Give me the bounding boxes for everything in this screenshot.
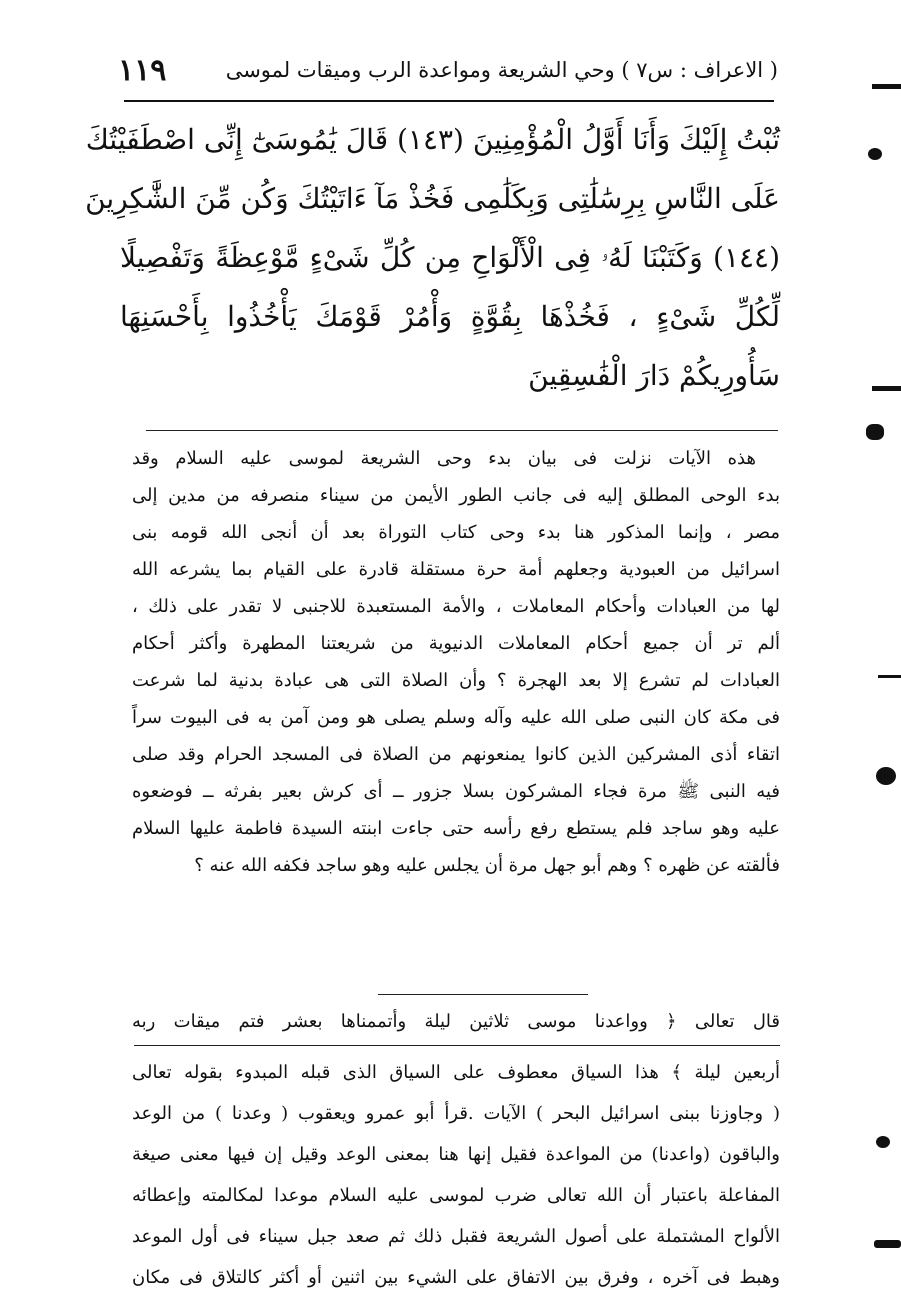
scan-artifact bbox=[868, 148, 882, 160]
commentary-line: لها من العبادات وأحكام المعاملات ، والأمة المستعبدة للاجنبى لا تقدر على ذلك ، bbox=[132, 596, 780, 617]
verses-separator-rule bbox=[146, 430, 778, 431]
scan-artifact bbox=[872, 84, 901, 89]
scan-artifact bbox=[878, 675, 901, 678]
commentary-line: بدء الوحى المطلق إليه فى جانب الطور الأيمن من سيناء منصرفه من مدين إلى bbox=[132, 485, 780, 506]
verse-line: لِّكُلِّ شَىْءٍ ، فَخُذْهَا بِقُوَّةٍ وَأْمُرْ قَوْمَكَ يَأْخُذُوا بِأَحْسَنِهَا bbox=[120, 300, 780, 333]
commentary-line: فألقته عن ظهره ؟ وهم أبو جهل مرة أن يجلس عليه وهو ساجد فكفه الله عنه ؟ bbox=[194, 855, 780, 876]
commentary-line: فيه النبى ﷺ مرة فجاء المشركون بسلا جزور ــ أى كرش بعير بفرثه ــ فوضعوه bbox=[132, 781, 780, 802]
commentary-line: مصر ، وإنما المذكور هنا بدء وحى كتاب التوراة بعد أن أنجى الله قومه بنى bbox=[132, 522, 780, 543]
verse-line: سَأُورِيكُمْ دَارَ الْفَٰسِقِينَ bbox=[528, 359, 780, 392]
explanation-line: الألواح المشتملة على أصول الشريعة فقبل ذلك ثم صعد جبل سيناء فى أول الموعد bbox=[132, 1226, 780, 1247]
commentary-line: العبادات لم تشرع إلا بعد الهجرة ؟ وأن الصلاة التى هى عبادة بدنية لما شرعت bbox=[132, 670, 780, 691]
explanation-line: المفاعلة باعتبار أن الله تعالى ضرب لموسى عليه السلام موعدا لمكالمته وإعطائه bbox=[132, 1185, 780, 1206]
explanation-line: وهبط فى آخره ، وفرق بين الاتفاق على الشيء بين اثنين أو أكثر كالتلاق فى مكان bbox=[132, 1267, 780, 1288]
explanation-line: والباقون (واعدنا) من المواعدة فقيل إنها هنا بمعنى الوعد وقيل إن فيها معنى صيغة bbox=[132, 1144, 780, 1165]
commentary-line: عليه وهو ساجد فلم يستطع رفع رأسه حتى جاءت ابنته السيدة فاطمة عليها السلام bbox=[132, 818, 780, 839]
scan-artifact bbox=[872, 386, 901, 391]
commentary-line: اسرائيل من العبودية وجعلهم أمة حرة مستقلة قادرة على القيام بما يشرعه الله bbox=[132, 559, 780, 580]
verse-line: (١٤٤) وَكَتَبْنَا لَهُۥ فِى الْأَلْوَاحِ مِن كُلِّ شَىْءٍ مَّوْعِظَةً وَتَفْصِيلًا bbox=[120, 241, 781, 274]
commentary-line: هذه الآيات نزلت فى بيان بدء وحى الشريعة لموسى عليه السلام وقد bbox=[132, 448, 756, 469]
quoted-verse-rule bbox=[134, 1045, 780, 1046]
verse-line: عَلَى النَّاسِ بِرِسَٰلَٰتِى وَبِكَلَٰمِى فَخُذْ مَآ ءَاتَيْتُكَ وَكُن مِّنَ الشَّٰكِرِينَ bbox=[85, 182, 780, 215]
quran-verses-block bbox=[85, 110, 781, 405]
page-number: ١١٩ bbox=[118, 52, 167, 88]
quoted-verse-line: قال تعالى ﴿ وواعدنا موسى ثلاثين ليلة وأتممناها بعشر فتم ميقات ربه bbox=[132, 1011, 780, 1032]
commentary-line: اتقاء أذى المشركين الذين كانوا يمنعونهم من الصلاة فى المسجد الحرام وقد صلى bbox=[132, 744, 780, 765]
scan-artifact bbox=[866, 424, 884, 440]
running-title: ( الاعراف : س٧ ) وحي الشريعة ومواعدة الرب وميقات لموسى bbox=[225, 58, 778, 82]
commentary-block bbox=[132, 440, 780, 884]
page-header bbox=[118, 46, 778, 94]
explanation-line: أربعين ليلة ﴾ هذا السياق معطوف على السياق الذى قبله المبدوء بقوله تعالى bbox=[132, 1062, 780, 1083]
scan-artifact bbox=[874, 1240, 901, 1248]
explanation-block bbox=[132, 1052, 780, 1298]
header-rule bbox=[124, 100, 774, 102]
commentary-line: ألم تر أن جميع أحكام المعاملات الدنيوية من شريعتنا المطهرة وأكثر أحكام bbox=[132, 633, 780, 654]
short-separator-rule bbox=[378, 994, 588, 995]
verse-line: تُبْتُ إِلَيْكَ وَأَنَا أَوَّلُ الْمُؤْمِنِينَ (١٤٣) قَالَ يَٰمُوسَىٰٓ إِنِّى اصْطَفَيْتُكَ bbox=[85, 123, 780, 156]
scan-artifact bbox=[876, 767, 896, 785]
explanation-line: ( وجاوزنا ببنى اسرائيل البحر ) الآيات .قرأ أبو عمرو ويعقوب ( وعدنا ) من الوعد bbox=[132, 1103, 780, 1124]
commentary-line: فى مكة كان النبى صلى الله عليه وآله وسلم يصلى هو ومن آمن به فى البيوت سراً bbox=[132, 707, 780, 728]
scan-artifact bbox=[876, 1136, 890, 1148]
